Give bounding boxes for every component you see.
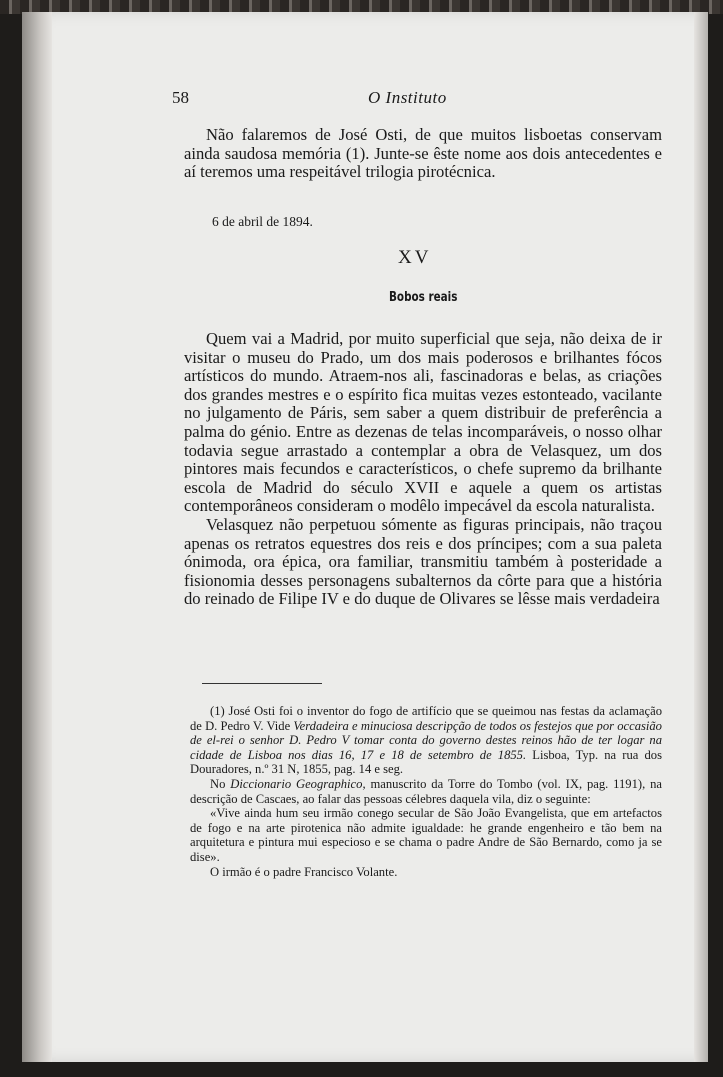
footnote-text: No	[210, 776, 231, 791]
chapter-number: XV	[398, 247, 432, 268]
footnote-citation-title: Diccionario Geographico,	[230, 776, 366, 791]
footnote-text: Lisboa, Typ. na rua dos Douradores, n.º 31 N, 1855, pag. 14 e seg.	[190, 747, 662, 777]
footnote-citation-title: Verdadeira e minuciosa descripção de todos os festejos que por occasião de el-rei o senhor D. Pedro V tomar conta do governo destes reinos hão de ter logar na cidade de Lisboa nos dias 16, 17 e 18 de setembro de 1855.	[190, 718, 662, 762]
page-gutter-shadow	[22, 12, 52, 1062]
continuation-paragraph	[184, 126, 662, 182]
paragraph: Não falaremos de José Osti, de que muitos lisboetas conservam ainda saudosa memória (1). Junte-se êste nome aos dois antecedentes e aí teremos uma respeitável trilogia pirotécnica.	[184, 125, 662, 182]
footnote-paragraph: O irmão é o padre Francisco Volante.	[210, 864, 398, 879]
paragraph: Velasquez não perpetuou sómente as figuras principais, não traçou apenas os retratos equestres dos reis e dos príncipes; com a sua paleta ónimoda, ora épica, ora familiar, transmitiu também à posteridade a fisionomia desses personagens subalternos da côrte para que a história do reinado de Filipe IV e do duque de Olivares se lêsse mais verdadeira	[184, 514, 662, 609]
main-text	[184, 330, 662, 609]
footnote-quote: «Vive ainda hum seu irmão conego secular de São João Evangelista, que em artefactos de fogo e na arte pirotenica não admite igualdade: he grande engenheiro e tão bem na arquitetura e pintura mui especioso e se chama o padre Andre de São Bernardo, como ja se dise».	[190, 806, 662, 864]
footnote-rule	[202, 683, 322, 684]
section-heading: Bobos reais	[389, 290, 458, 305]
dateline: 6 de abril de 1894.	[212, 214, 313, 229]
page-header	[168, 88, 638, 112]
footnote-text: manuscrito da Torre do Tombo (vol. IX, pag. 1191), na descrição de Cascaes, ao falar das pessoas célebres daquela vila, diz o seguinte:	[190, 776, 662, 806]
paragraph: Quem vai a Madrid, por muito superficial que seja, não deixa de ir visitar o museu do Prado, um dos mais poderosos e brilhantes fócos artísticos do mundo. Atraem-nos ali, fascinadoras e belas, as criações dos grandes mestres e o espírito fica muitas vezes estonteado, vacilante no julgamento de Páris, sem saber a quem distribuir de preferência a palma do génio. Entre as dezenas de telas incomparáveis, o nosso olhar todavia segue arrastado a contemplar a obra de Velasquez, um dos pintores mais fecundos e característicos, o chefe supremo da brilhante escola de Madrid do século XVII e aquele a quem os artistas contemporâneos consideram o modêlo impecável da escola naturalista.	[184, 329, 662, 516]
running-title: O Instituto	[368, 88, 447, 107]
footnote-text: (1) José Osti foi o inventor do fogo de artifício que se queimou nas festas da aclamação de D. Pedro V. Vide	[190, 704, 662, 733]
footnote-paragraph	[190, 777, 662, 806]
page-number: 58	[172, 88, 189, 107]
footnotes	[190, 704, 662, 879]
page-right-edge	[694, 12, 708, 1062]
footnote-1	[190, 704, 662, 777]
